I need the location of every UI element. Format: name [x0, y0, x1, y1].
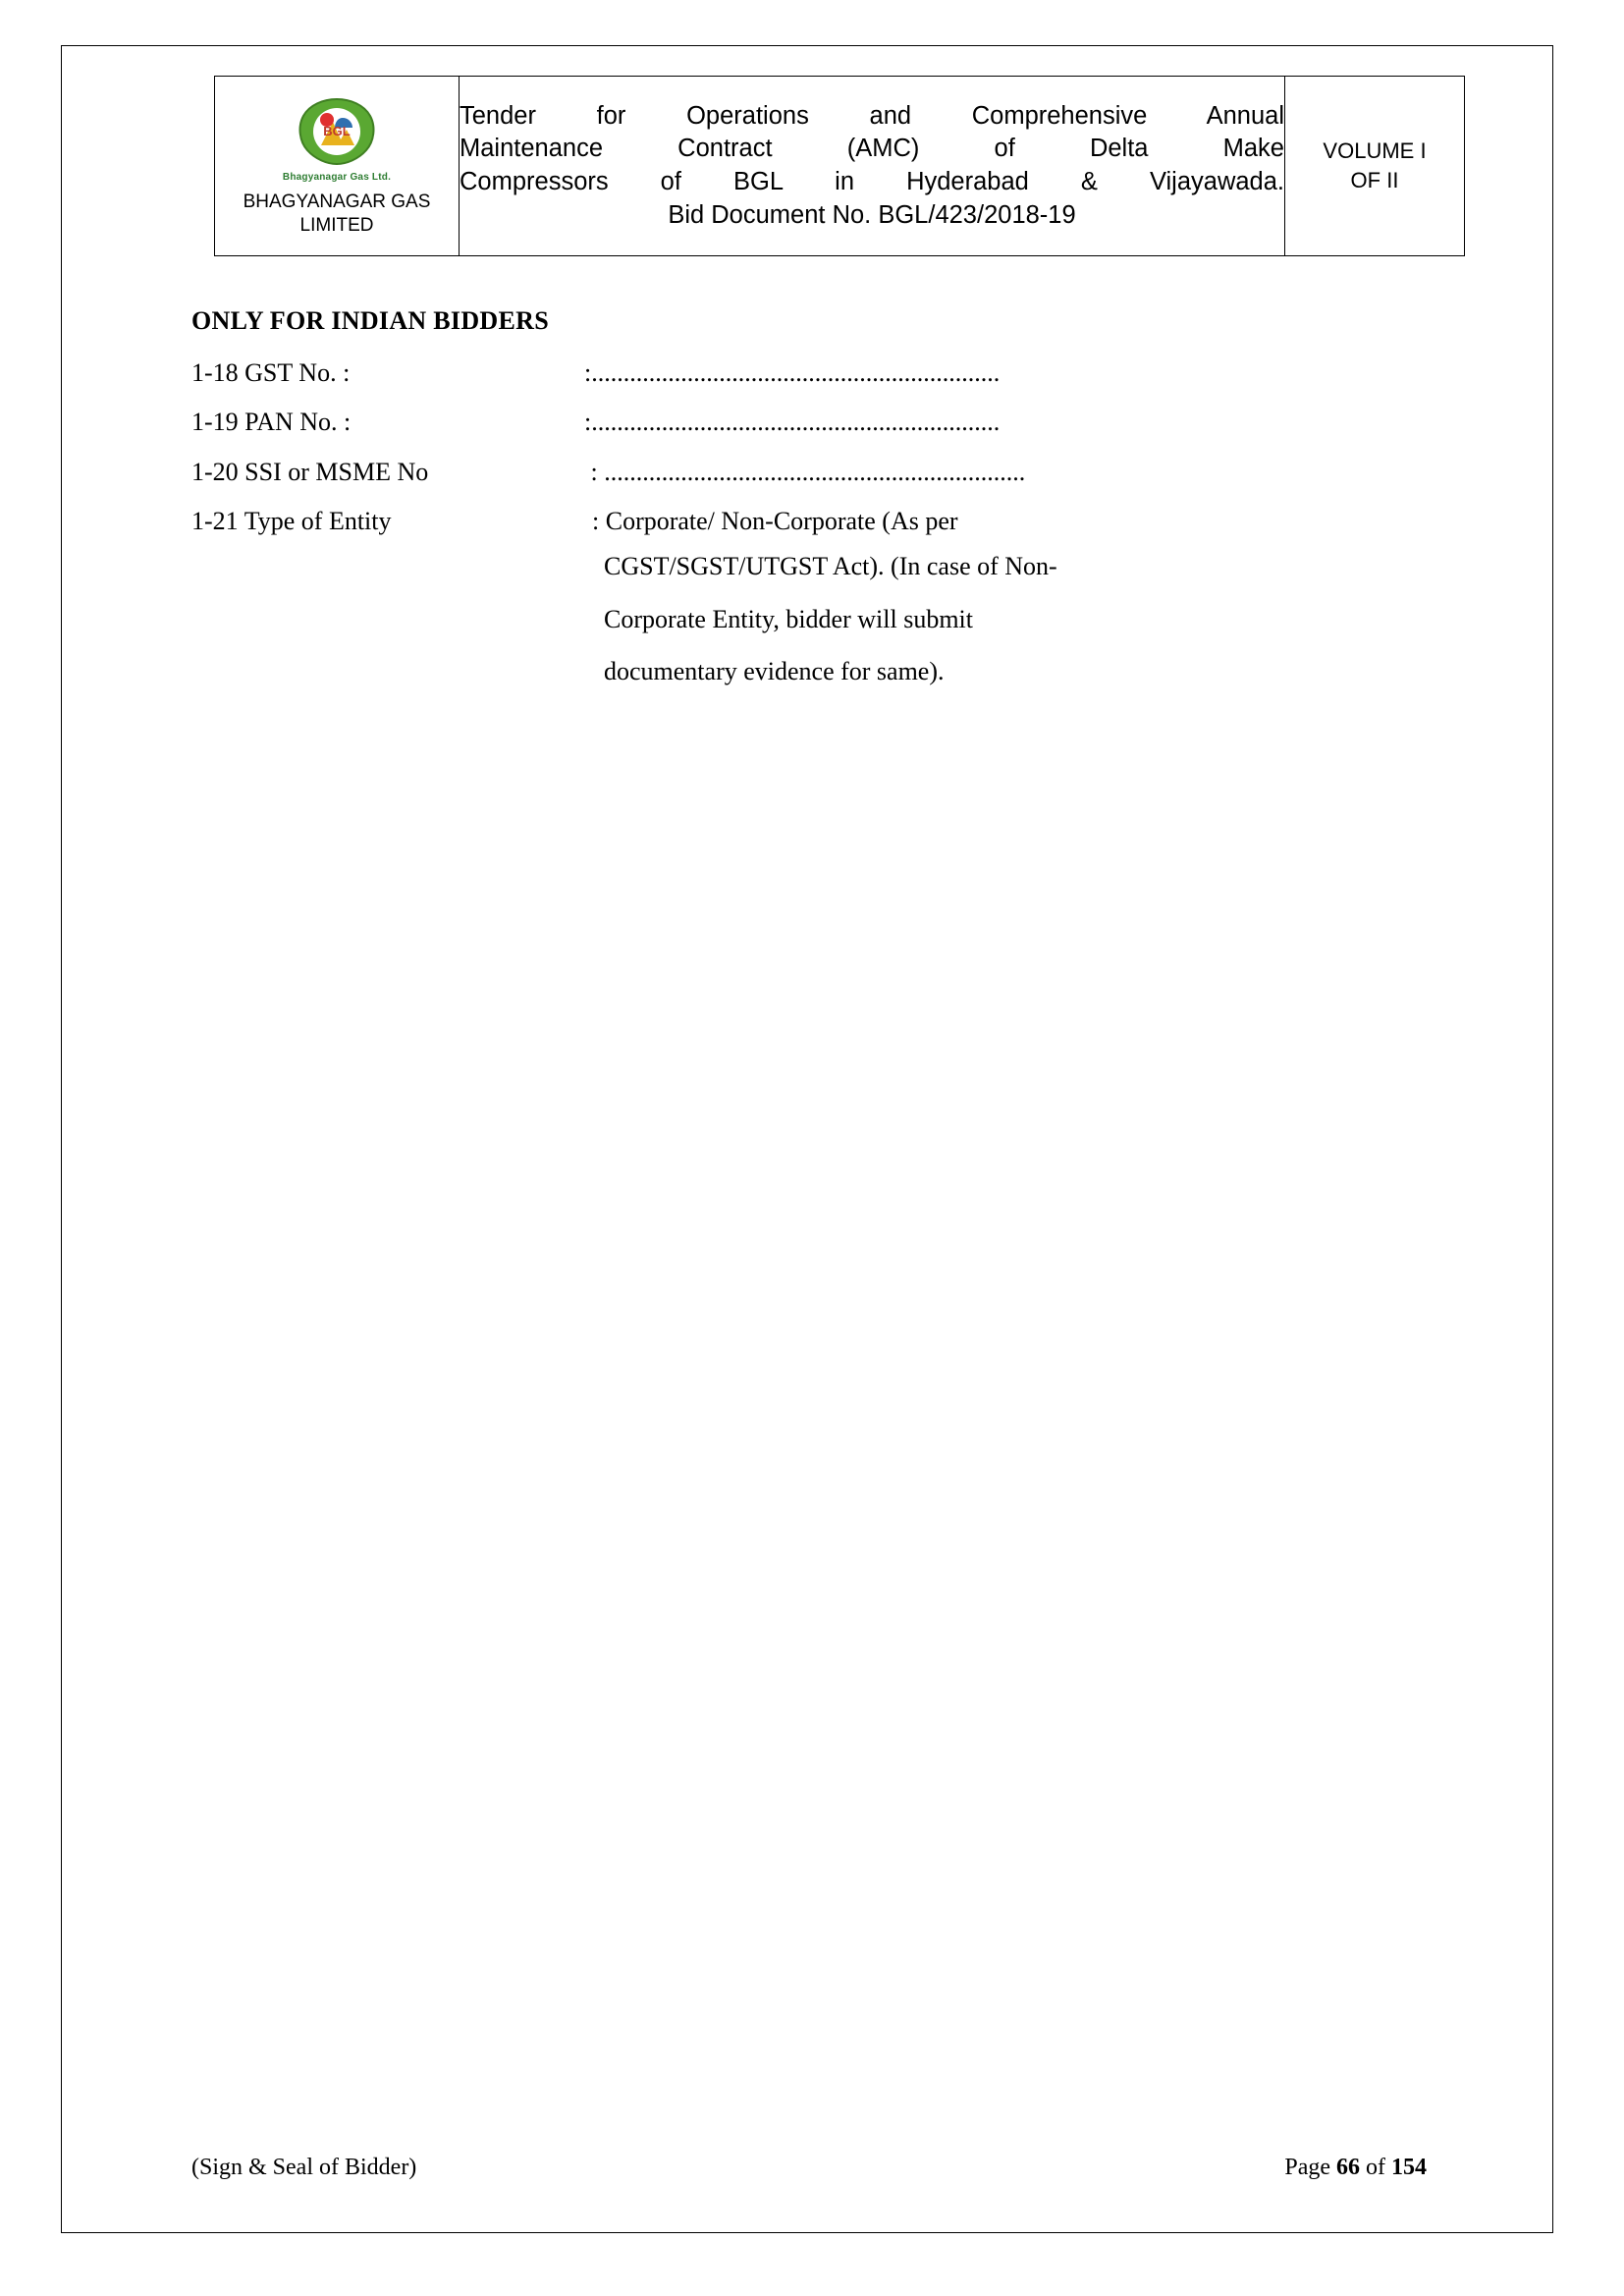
- field-row-ssi-msme: [191, 453, 1429, 492]
- field-block-type-of-entity: [191, 502, 1429, 697]
- document-header-table: [214, 76, 1465, 256]
- header-title-line-3: Compressors of BGL in Hyderabad & Vijayawada.: [460, 168, 1284, 195]
- footer-page-current: 66: [1336, 2155, 1360, 2180]
- volume-line-1: VOLUME I: [1323, 138, 1427, 164]
- field-value-type-of-entity-line4: documentary evidence for same).: [604, 657, 945, 685]
- company-name-line1: BHAGYANAGAR GAS: [243, 191, 431, 213]
- bgl-logo-icon: [290, 94, 384, 171]
- field-row-pan: [191, 403, 1429, 442]
- field-label-ssi-msme: 1-20 SSI or MSME No: [191, 457, 429, 486]
- header-logo-cell: [215, 77, 460, 256]
- volume-line-2: OF II: [1350, 168, 1399, 192]
- field-row-gst: [191, 354, 1429, 393]
- header-title-line-1: Tender for Operations and Comprehensive Annual: [460, 101, 1284, 130]
- field-value-type-of-entity-line2: CGST/SGST/UTGST Act). (In case of Non-: [604, 552, 1057, 581]
- header-volume-cell: [1285, 77, 1465, 256]
- footer-page-prefix: Page: [1284, 2155, 1336, 2180]
- logo-caption: Bhagyanagar Gas Ltd.: [282, 172, 392, 184]
- document-body: [191, 306, 1429, 697]
- field-label-pan: 1-19 PAN No. :: [191, 408, 352, 437]
- header-bid-document-no: Bid Document No. BGL/423/2018-19: [668, 200, 1076, 229]
- header-title-line-2: Maintenance Contract (AMC) of Delta Make: [460, 135, 1284, 163]
- field-value-ssi-msme: : ..................................................................: [584, 457, 1026, 486]
- page-footer: [191, 2155, 1427, 2181]
- svg-text:BGL: BGL: [323, 124, 351, 139]
- field-label-gst: 1-18 GST No. :: [191, 358, 351, 387]
- footer-page-total: 154: [1391, 2155, 1427, 2180]
- company-name-line2: LIMITED: [299, 215, 374, 236]
- field-value-gst: :................................................................: [584, 358, 1001, 387]
- footer-page-middle: of: [1360, 2155, 1391, 2180]
- footer-sign-seal: (Sign & Seal of Bidder): [191, 2155, 417, 2180]
- field-value-pan: :................................................................: [584, 408, 1001, 437]
- field-value-type-of-entity-line1: : Corporate/ Non-Corporate (As per: [592, 506, 958, 535]
- field-label-type-of-entity: 1-21 Type of Entity: [191, 506, 392, 535]
- document-page: [61, 45, 1553, 2233]
- section-title: ONLY FOR INDIAN BIDDERS: [191, 306, 549, 335]
- footer-page-number: [1284, 2155, 1427, 2181]
- field-value-type-of-entity-line3: Corporate Entity, bidder will submit: [604, 604, 973, 633]
- header-title-cell: [460, 77, 1285, 256]
